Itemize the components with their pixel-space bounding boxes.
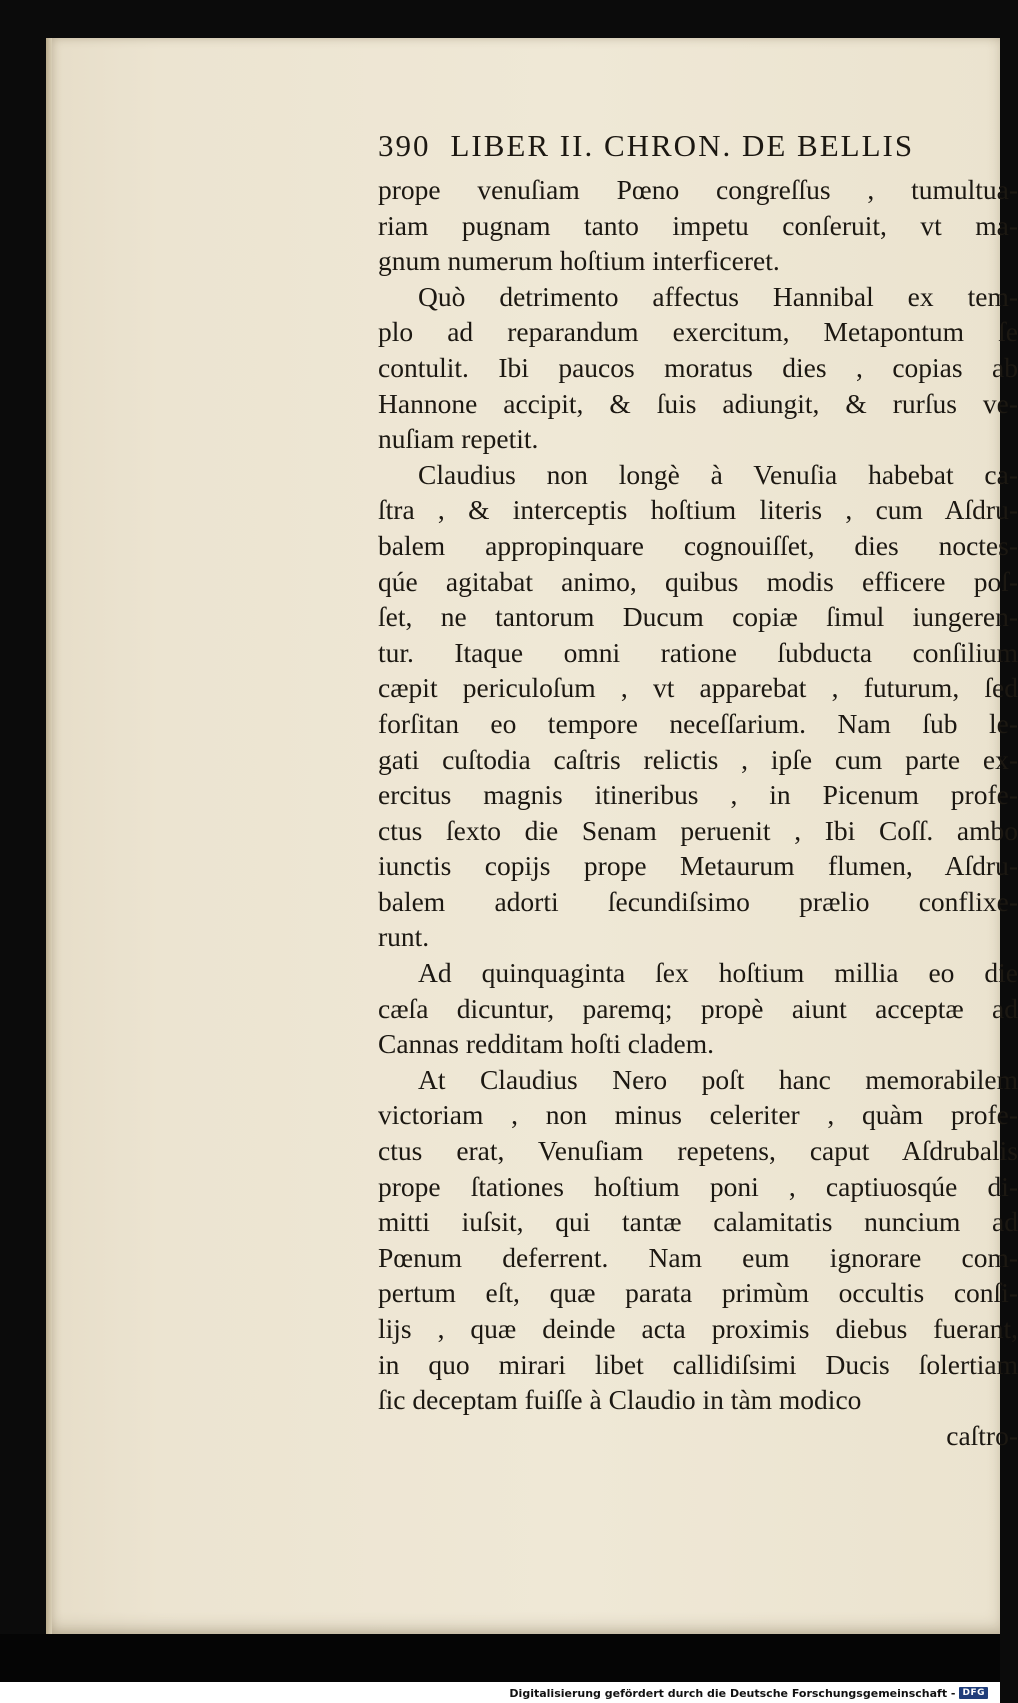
text-line: Quò detrimento affectus Hannibal ex tem- <box>418 280 1018 312</box>
text-line: forſitan eo tempore neceſſarium. Nam ſub le- <box>378 707 1018 739</box>
text-line: tur. Itaque omni ratione ſubducta conſilium <box>378 636 1018 668</box>
text-line: qúe agitabat animo, quibus modis efficere poſ- <box>378 565 1018 597</box>
credit-text: Digitalisierung gefördert durch die Deutsche Forschungsgemeinschaft - <box>509 1686 956 1700</box>
paragraph <box>378 172 1018 279</box>
body-text <box>378 172 1018 1418</box>
paragraph <box>378 1062 1018 1418</box>
page-number: 390 <box>378 128 431 163</box>
scan-background <box>0 1634 1000 1682</box>
text-line: balem appropinquare cognouiſſet, dies noctes- <box>378 529 1018 561</box>
text-line: nuſiam repetit. <box>378 423 539 455</box>
page-edge <box>46 38 52 1634</box>
text-line: mitti iuſsit, qui tantæ calamitatis nuncium ad <box>378 1206 1018 1238</box>
text-line: At Claudius Nero poſt hanc memorabilem <box>418 1063 1018 1095</box>
text-line: plo ad reparandum exercitum, Metapontum ſe <box>378 316 1018 348</box>
text-line: cæpit periculoſum , vt apparebat , futurum, ſed <box>378 672 1018 704</box>
text-line: Claudius non longè à Venuſia habebat ca- <box>418 458 1018 490</box>
text-line: lijs , quæ deinde acta proximis diebus fuerant, <box>378 1313 1018 1344</box>
text-line: ctus ſexto die Senam peruenit , Ibi Coſſ. ambo <box>378 814 1018 846</box>
text-line: Hannone accipit, & ſuis adiungit, & rurſus ve- <box>378 387 1018 419</box>
text-line: Cannas redditam hoſti cladem. <box>378 1028 715 1060</box>
text-line: victoriam , non minus celeriter , quàm profe- <box>378 1099 1018 1131</box>
paragraph <box>378 457 1018 955</box>
digitization-credit <box>505 1683 992 1703</box>
paragraph <box>378 955 1018 1062</box>
text-line: ercitus magnis itineribus , in Picenum profe- <box>378 779 1018 811</box>
text-line: ſtra , & interceptis hoſtium literis , cum Aſdru- <box>378 494 1018 526</box>
text-line: gati cuſtodia caſtris relictis , ipſe cum parte ex- <box>378 743 1018 775</box>
text-line: prope venuſiam Pœno congreſſus , tumultua- <box>378 174 1018 205</box>
paragraph <box>378 279 1018 457</box>
text-block <box>378 124 1018 1453</box>
text-line: Pœnum deferrent. Nam eum ignorare com- <box>378 1241 1018 1273</box>
text-line: Ad quinquaginta ſex hoſtium millia eo die <box>418 957 1018 989</box>
running-header <box>378 124 1018 172</box>
text-line: ſet, ne tantorum Ducum copiæ ſimul iungeren- <box>378 601 1018 633</box>
text-line: runt. <box>378 921 430 953</box>
text-line: riam pugnam tanto impetu conſeruit, vt ma- <box>378 209 1018 241</box>
text-line: in quo mirari libet callidiſsimi Ducis ſolertiam <box>378 1348 1018 1380</box>
text-line: prope ſtationes hoſtium poni , captiuosqúe di- <box>378 1170 1018 1202</box>
text-line: balem adorti ſecundiſsimo prælio conflixe- <box>378 885 1018 917</box>
text-line: cæſa dicuntur, paremq; propè aiunt acceptæ ad <box>378 992 1018 1024</box>
text-line: gnum numerum hoſtium interficeret. <box>378 245 780 277</box>
text-line: ſic deceptam fuiſſe à Claudio in tàm modico <box>378 1384 862 1416</box>
text-line: pertum eſt, quæ parata primùm occultis conſi- <box>378 1277 1018 1309</box>
book-page <box>46 38 1018 1634</box>
running-title: LIBER II. CHRON. DE BELLIS <box>450 128 915 163</box>
text-line: ctus erat, Venuſiam repetens, caput Aſdrubalis <box>378 1135 1018 1167</box>
text-line: iunctis copijs prope Metaurum flumen, Aſdru- <box>378 850 1018 882</box>
dfg-logo: DFG <box>959 1687 988 1699</box>
text-line: contulit. Ibi paucos moratus dies , copias ab <box>378 351 1018 383</box>
catchword: caſtro- <box>946 1419 1018 1451</box>
